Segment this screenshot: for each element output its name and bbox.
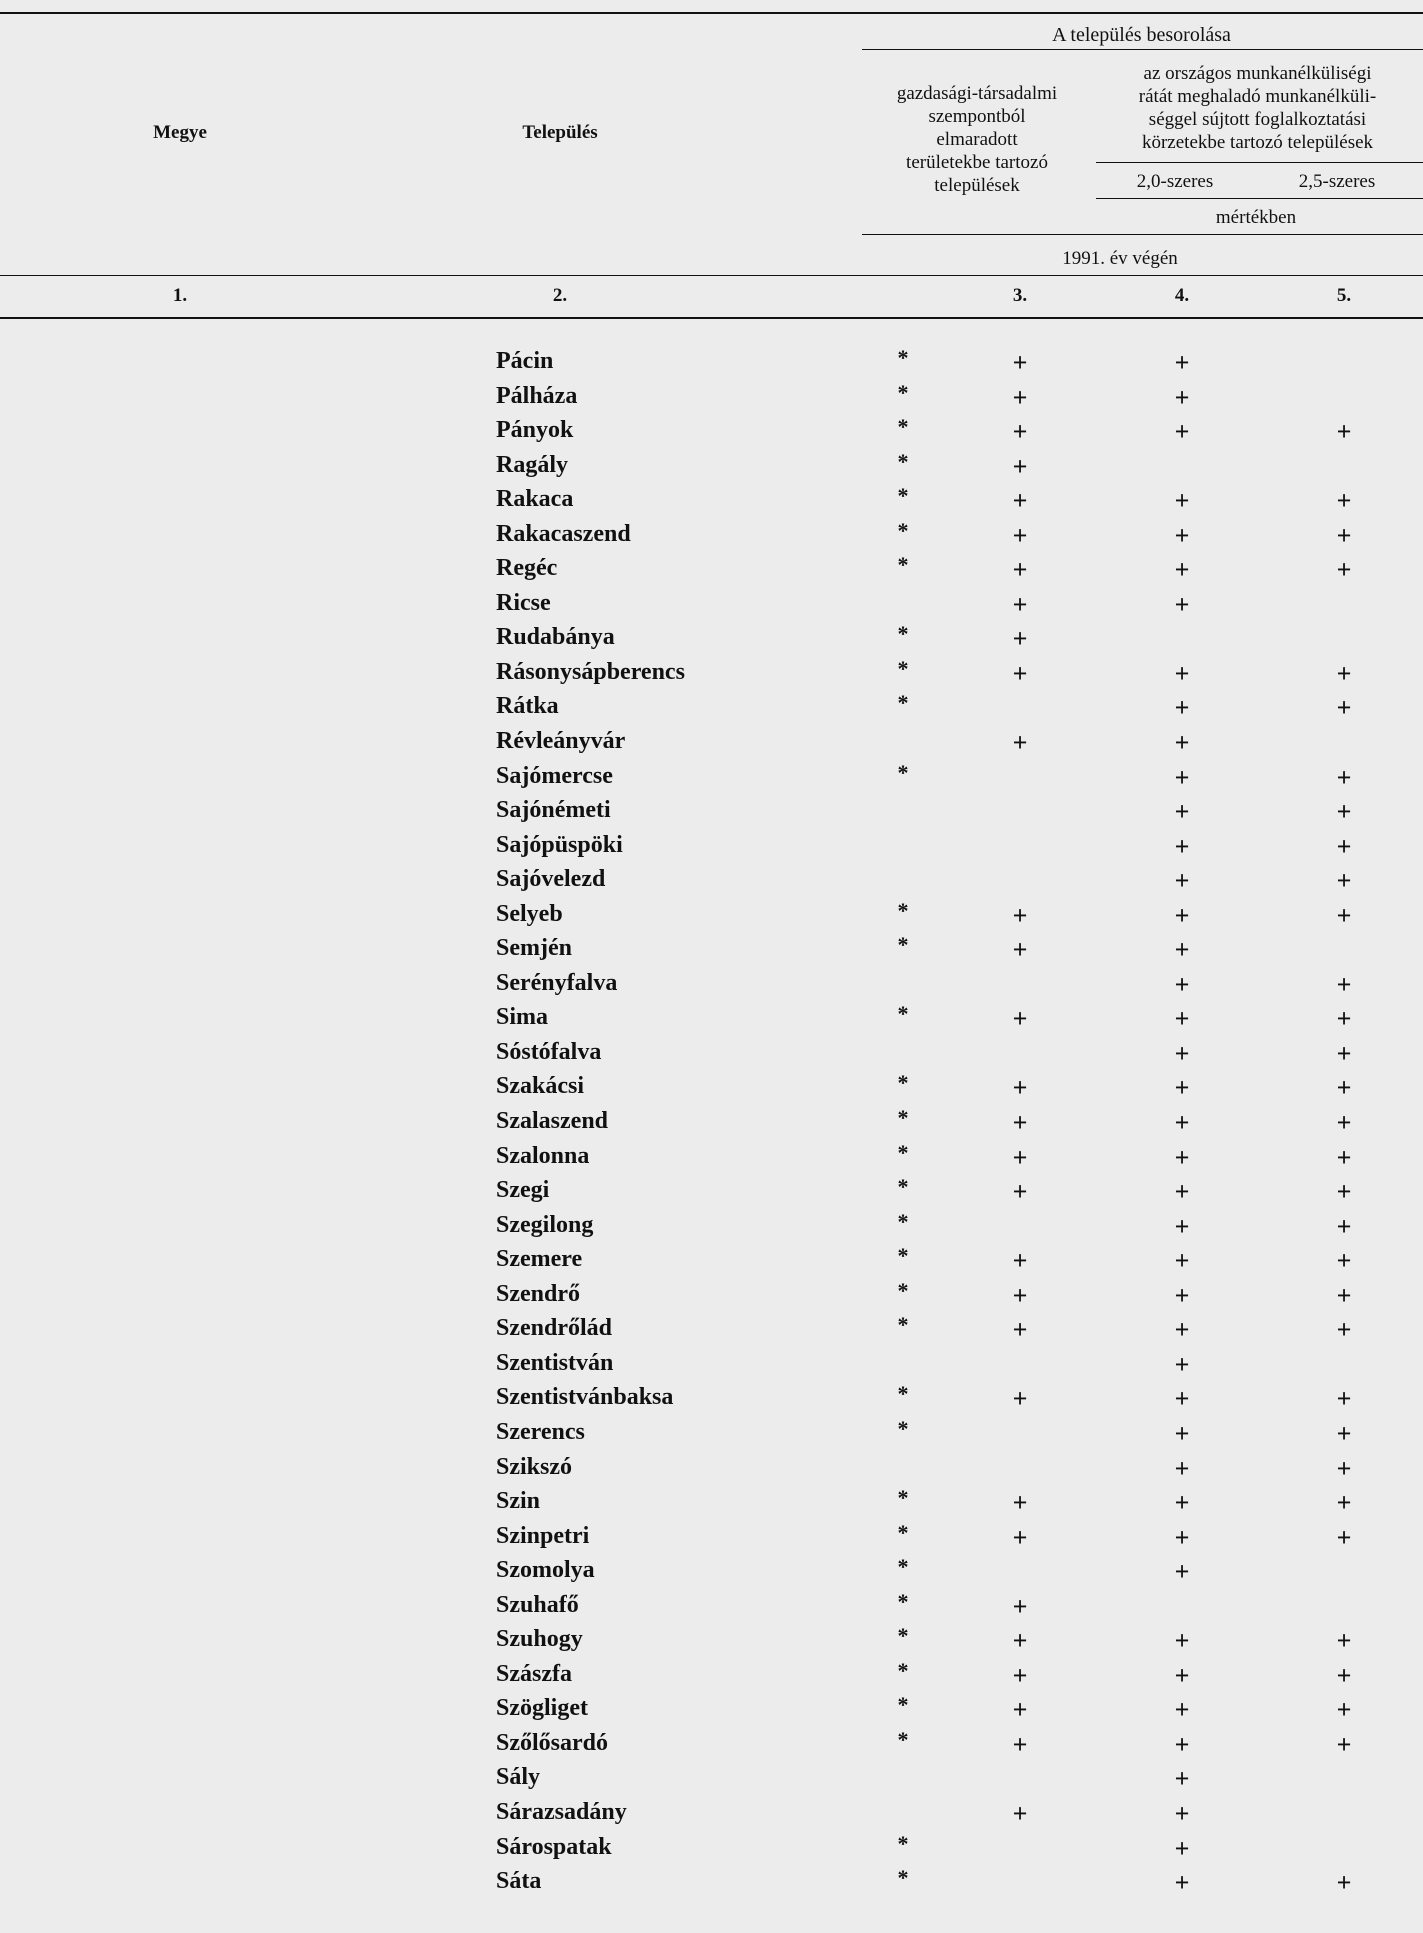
plus-mark-col4: + — [1174, 1660, 1190, 1690]
star-mark: * — [897, 759, 909, 785]
star-mark: * — [897, 1312, 909, 1338]
table-row — [0, 899, 1423, 934]
plus-mark-col5: + — [1336, 1626, 1352, 1656]
plus-mark-col5: + — [1336, 969, 1352, 999]
plus-mark-col5: + — [1336, 831, 1352, 861]
star-mark: * — [897, 897, 909, 923]
star-mark: * — [897, 1726, 909, 1752]
col-header-elmaradott-line-3: elmaradott — [936, 129, 1018, 150]
settlement-name: Sárospatak — [496, 1833, 612, 1860]
plus-mark-col3: + — [1012, 1073, 1028, 1103]
star-mark: * — [897, 483, 909, 509]
settlement-name: Rásonysápberencs — [496, 658, 685, 685]
star-mark: * — [897, 1657, 909, 1683]
col-number-4: 4. — [1174, 285, 1190, 306]
table-row — [0, 1866, 1423, 1901]
plus-mark-col5: + — [1336, 1384, 1352, 1414]
table-row — [0, 1382, 1423, 1417]
table-row — [0, 1624, 1423, 1659]
col-header-25: 2,5-szeres — [1298, 171, 1376, 192]
table-row — [0, 1659, 1423, 1694]
settlement-name: Rakacaszend — [496, 520, 631, 547]
col-number-3: 3. — [1012, 285, 1028, 306]
plus-mark-col3: + — [1012, 624, 1028, 654]
top-rule — [0, 12, 1423, 14]
plus-mark-col5: + — [1336, 1038, 1352, 1068]
plus-mark-col4: + — [1174, 1418, 1190, 1448]
plus-mark-col5: + — [1336, 1729, 1352, 1759]
plus-mark-col4: + — [1174, 658, 1190, 688]
plus-mark-col4: + — [1174, 1004, 1190, 1034]
table-row — [0, 691, 1423, 726]
table-row — [0, 381, 1423, 416]
star-mark: * — [897, 1554, 909, 1580]
settlement-name: Szalonna — [496, 1142, 590, 1169]
plus-mark-col4: + — [1174, 1729, 1190, 1759]
settlement-name: Sima — [496, 1004, 549, 1031]
table-row — [0, 968, 1423, 1003]
star-mark: * — [897, 1519, 909, 1545]
plus-mark-col5: + — [1336, 1073, 1352, 1103]
table-row — [0, 1590, 1423, 1625]
table-row — [0, 795, 1423, 830]
plus-mark-col4: + — [1174, 555, 1190, 585]
settlement-name: Semjén — [496, 935, 572, 962]
plus-mark-col4: + — [1174, 900, 1190, 930]
star-mark: * — [897, 1001, 909, 1027]
plus-mark-col3: + — [1012, 1522, 1028, 1552]
star-mark: * — [897, 552, 909, 578]
header-bottom-rule — [0, 275, 1423, 276]
settlement-name: Szőlősardó — [496, 1729, 609, 1756]
plus-mark-col3: + — [1012, 728, 1028, 758]
settlement-name: Pácin — [496, 348, 554, 374]
plus-mark-col4: + — [1174, 693, 1190, 723]
settlement-name: Sóstófalva — [496, 1038, 602, 1065]
col-header-elmaradott-line-2: szempontból — [928, 106, 1026, 127]
table-row — [0, 1417, 1423, 1452]
plus-mark-col5: + — [1336, 1177, 1352, 1207]
table-row — [0, 1141, 1423, 1176]
plus-mark-col4: + — [1174, 1177, 1190, 1207]
group-title-rule — [862, 49, 1423, 50]
settlement-name: Selyeb — [496, 900, 563, 927]
star-mark: * — [897, 1070, 909, 1096]
plus-mark-col4: + — [1174, 935, 1190, 965]
settlement-name: Szemere — [496, 1246, 583, 1273]
plus-mark-col5: + — [1336, 1522, 1352, 1552]
settlement-name: Ragály — [496, 451, 568, 478]
star-mark: * — [897, 448, 909, 474]
table-row — [0, 1452, 1423, 1487]
col-header-munkanelkuli-line-1: az országos munkanélküliségi — [1143, 63, 1372, 84]
table-row — [0, 933, 1423, 968]
plus-mark-col3: + — [1012, 1280, 1028, 1310]
table-row — [0, 1348, 1423, 1383]
table-row — [0, 1210, 1423, 1245]
plus-mark-col5: + — [1336, 1246, 1352, 1276]
star-mark: * — [897, 1623, 909, 1649]
plus-mark-col5: + — [1336, 693, 1352, 723]
col-number-1: 1. — [172, 285, 188, 306]
col-number-2: 2. — [552, 285, 568, 306]
table-row — [0, 1728, 1423, 1763]
plus-mark-col3: + — [1012, 520, 1028, 550]
plus-mark-col3: + — [1012, 1142, 1028, 1172]
plus-mark-col5: + — [1336, 1142, 1352, 1172]
col-header-munkanelkuli — [1092, 62, 1423, 154]
plus-mark-col4: + — [1174, 1626, 1190, 1656]
col-header-elmaradott — [862, 82, 1092, 197]
settlement-name: Szalaszend — [496, 1108, 609, 1135]
plus-mark-col4: + — [1174, 1073, 1190, 1103]
star-mark: * — [897, 414, 909, 440]
plus-mark-col5: + — [1336, 520, 1352, 550]
settlement-name: Rátka — [496, 693, 559, 720]
table-row — [0, 1521, 1423, 1556]
plus-mark-col3: + — [1012, 589, 1028, 619]
plus-mark-col5: + — [1336, 486, 1352, 516]
plus-mark-col4: + — [1174, 1384, 1190, 1414]
settlement-name: Regéc — [496, 555, 558, 582]
plus-mark-col3: + — [1012, 1488, 1028, 1518]
plus-mark-col5: + — [1336, 1315, 1352, 1345]
table-row — [0, 519, 1423, 554]
column-numbers-rule — [0, 317, 1423, 319]
plus-mark-col3: + — [1012, 417, 1028, 447]
star-mark: * — [897, 1139, 909, 1165]
table-row — [0, 1037, 1423, 1072]
plus-mark-col4: + — [1174, 1522, 1190, 1552]
table-row — [0, 864, 1423, 899]
plus-mark-col4: + — [1174, 520, 1190, 550]
col-header-elmaradott-line-5: települések — [934, 175, 1020, 196]
star-mark: * — [897, 690, 909, 716]
plus-mark-col3: + — [1012, 555, 1028, 585]
table-row — [0, 450, 1423, 485]
plus-mark-col5: + — [1336, 1660, 1352, 1690]
settlement-list — [0, 346, 1423, 1901]
table-row — [0, 657, 1423, 692]
plus-mark-col5: + — [1336, 1211, 1352, 1241]
settlement-name: Szegilong — [496, 1211, 594, 1238]
settlement-name: Szin — [496, 1488, 541, 1515]
plus-mark-col4: + — [1174, 1108, 1190, 1138]
settlement-name: Szászfa — [496, 1660, 572, 1687]
plus-mark-col3: + — [1012, 1591, 1028, 1621]
plus-mark-col4: + — [1174, 1764, 1190, 1794]
table-row — [0, 484, 1423, 519]
settlement-name: Szentistvánbaksa — [496, 1384, 674, 1411]
star-mark: * — [897, 1277, 909, 1303]
plus-mark-col3: + — [1012, 1626, 1028, 1656]
table-row — [0, 726, 1423, 761]
table-row — [0, 1002, 1423, 1037]
plus-mark-col4: + — [1174, 1280, 1190, 1310]
plus-mark-col4: + — [1174, 969, 1190, 999]
col-header-munkanelkuli-line-2: rátát meghaladó munkanélküli- — [1138, 86, 1377, 107]
plus-mark-col4: + — [1174, 348, 1190, 377]
plus-mark-col5: + — [1336, 900, 1352, 930]
plus-mark-col3: + — [1012, 451, 1028, 481]
plus-mark-col5: + — [1336, 1453, 1352, 1483]
plus-mark-col4: + — [1174, 1349, 1190, 1379]
plus-mark-col5: + — [1336, 1108, 1352, 1138]
plus-mark-col4: + — [1174, 486, 1190, 516]
plus-mark-col4: + — [1174, 1315, 1190, 1345]
settlement-name: Serényfalva — [496, 969, 618, 996]
plus-mark-col3: + — [1012, 1695, 1028, 1725]
plus-mark-col4: + — [1174, 1798, 1190, 1828]
plus-mark-col3: + — [1012, 900, 1028, 930]
settlement-name: Szuhogy — [496, 1626, 583, 1653]
plus-mark-col4: + — [1174, 382, 1190, 412]
plus-mark-col3: + — [1012, 1108, 1028, 1138]
col-header-elmaradott-line-4: területekbe tartozó — [906, 152, 1048, 173]
table-row — [0, 1106, 1423, 1141]
plus-mark-col3: + — [1012, 1315, 1028, 1345]
table-row — [0, 588, 1423, 623]
col-header-munkanelkuli-line-4: körzetekbe tartozó települések — [1141, 132, 1374, 153]
settlement-name: Szendrő — [496, 1280, 580, 1307]
plus-mark-col3: + — [1012, 1660, 1028, 1690]
plus-mark-col3: + — [1012, 1246, 1028, 1276]
star-mark: * — [897, 621, 909, 647]
star-mark: * — [897, 655, 909, 681]
table-row — [0, 622, 1423, 657]
table-row — [0, 761, 1423, 796]
szeres-rule — [1096, 198, 1423, 199]
plus-mark-col5: + — [1336, 762, 1352, 792]
plus-mark-col3: + — [1012, 348, 1028, 377]
plus-mark-col4: + — [1174, 728, 1190, 758]
star-mark: * — [897, 1865, 909, 1891]
plus-mark-col4: + — [1174, 1557, 1190, 1587]
star-mark: * — [897, 1830, 909, 1856]
plus-mark-col4: + — [1174, 589, 1190, 619]
plus-mark-col4: + — [1174, 1488, 1190, 1518]
star-mark: * — [897, 1243, 909, 1269]
table-row — [0, 1832, 1423, 1867]
plus-mark-col5: + — [1336, 555, 1352, 585]
star-mark: * — [897, 932, 909, 958]
settlement-name: Pálháza — [496, 382, 578, 409]
col-number-5: 5. — [1336, 285, 1352, 306]
table-row — [0, 830, 1423, 865]
settlement-name: Szendrőlád — [496, 1315, 613, 1342]
col-header-megye: Megye — [153, 122, 207, 143]
star-mark: * — [897, 379, 909, 405]
plus-mark-col4: + — [1174, 1453, 1190, 1483]
table-row — [0, 1244, 1423, 1279]
table-row — [0, 1071, 1423, 1106]
plus-mark-col3: + — [1012, 486, 1028, 516]
plus-mark-col4: + — [1174, 797, 1190, 827]
col-header-elmaradott-line-1: gazdasági-társadalmi — [896, 83, 1058, 104]
table-row — [0, 346, 1423, 381]
col-header-munkanelkuli-line-3: séggel sújtott foglalkoztatási — [1148, 109, 1367, 130]
table-row — [0, 1313, 1423, 1348]
settlement-name: Szakácsi — [496, 1073, 585, 1100]
settlement-name: Szinpetri — [496, 1522, 590, 1549]
plus-mark-col3: + — [1012, 1177, 1028, 1207]
table-row — [0, 1279, 1423, 1314]
table-row — [0, 1762, 1423, 1797]
settlement-name: Szegi — [496, 1177, 550, 1204]
table-row — [0, 553, 1423, 588]
plus-mark-col5: + — [1336, 658, 1352, 688]
plus-mark-col4: + — [1174, 1211, 1190, 1241]
star-mark: * — [897, 1588, 909, 1614]
munkanelkuli-rule — [1096, 162, 1423, 163]
star-mark: * — [897, 1208, 909, 1234]
star-mark: * — [897, 1692, 909, 1718]
star-mark: * — [897, 1105, 909, 1131]
settlement-name: Szerencs — [496, 1418, 585, 1445]
plus-mark-col5: + — [1336, 1280, 1352, 1310]
col-header-telepules: Település — [522, 122, 598, 143]
star-mark: * — [897, 345, 909, 370]
settlement-name: Sajónémeti — [496, 797, 611, 824]
plus-mark-col4: + — [1174, 1142, 1190, 1172]
settlement-name: Sárazsadány — [496, 1798, 627, 1825]
plus-mark-col4: + — [1174, 831, 1190, 861]
plus-mark-col3: + — [1012, 935, 1028, 965]
table-row — [0, 1797, 1423, 1832]
plus-mark-col3: + — [1012, 1004, 1028, 1034]
settlement-name: Sajópüspöki — [496, 831, 623, 858]
plus-mark-col4: + — [1174, 762, 1190, 792]
settlement-name: Szentistván — [496, 1349, 614, 1376]
settlement-name: Rudabánya — [496, 624, 615, 651]
plus-mark-col5: + — [1336, 1868, 1352, 1898]
settlement-name: Szuhafő — [496, 1591, 579, 1618]
plus-mark-col3: + — [1012, 1729, 1028, 1759]
plus-mark-col4: + — [1174, 1246, 1190, 1276]
settlement-name: Sály — [496, 1764, 541, 1791]
plus-mark-col5: + — [1336, 1695, 1352, 1725]
settlement-name: Pányok — [496, 417, 574, 444]
plus-mark-col3: + — [1012, 382, 1028, 412]
mertekben-rule — [862, 234, 1423, 235]
star-mark: * — [897, 1485, 909, 1511]
plus-mark-col4: + — [1174, 1868, 1190, 1898]
settlement-name: Szögliget — [496, 1695, 588, 1722]
col-header-20: 2,0-szeres — [1136, 171, 1214, 192]
settlement-name: Ricse — [496, 589, 551, 616]
table-row — [0, 1486, 1423, 1521]
plus-mark-col3: + — [1012, 658, 1028, 688]
plus-mark-col5: + — [1336, 1418, 1352, 1448]
plus-mark-col5: + — [1336, 1488, 1352, 1518]
plus-mark-col5: + — [1336, 1004, 1352, 1034]
col-header-mertekben: mértékben — [1215, 207, 1297, 228]
table-row — [0, 1693, 1423, 1728]
plus-mark-col4: + — [1174, 1695, 1190, 1725]
settlement-name: Rakaca — [496, 486, 574, 513]
plus-mark-col3: + — [1012, 1798, 1028, 1828]
star-mark: * — [897, 1415, 909, 1441]
star-mark: * — [897, 517, 909, 543]
plus-mark-col4: + — [1174, 417, 1190, 447]
settlement-name: Sáta — [496, 1868, 542, 1895]
settlement-name: Szomolya — [496, 1557, 595, 1584]
plus-mark-col4: + — [1174, 1833, 1190, 1863]
plus-mark-col5: + — [1336, 866, 1352, 896]
settlement-name: Sajóvelezd — [496, 866, 606, 893]
plus-mark-col5: + — [1336, 417, 1352, 447]
settlement-name: Sajómercse — [496, 762, 613, 789]
star-mark: * — [897, 1381, 909, 1407]
settlement-name: Révleányvár — [496, 728, 626, 755]
plus-mark-col3: + — [1012, 1384, 1028, 1414]
star-mark: * — [897, 1174, 909, 1200]
table-row — [0, 1175, 1423, 1210]
group-title: A település besorolása — [1052, 24, 1231, 46]
table-row — [0, 1555, 1423, 1590]
plus-mark-col4: + — [1174, 866, 1190, 896]
settlement-name: Szikszó — [496, 1453, 573, 1480]
col-header-ev-vegen: 1991. év végén — [1062, 248, 1178, 269]
plus-mark-col4: + — [1174, 1038, 1190, 1068]
table-row — [0, 415, 1423, 450]
plus-mark-col5: + — [1336, 797, 1352, 827]
